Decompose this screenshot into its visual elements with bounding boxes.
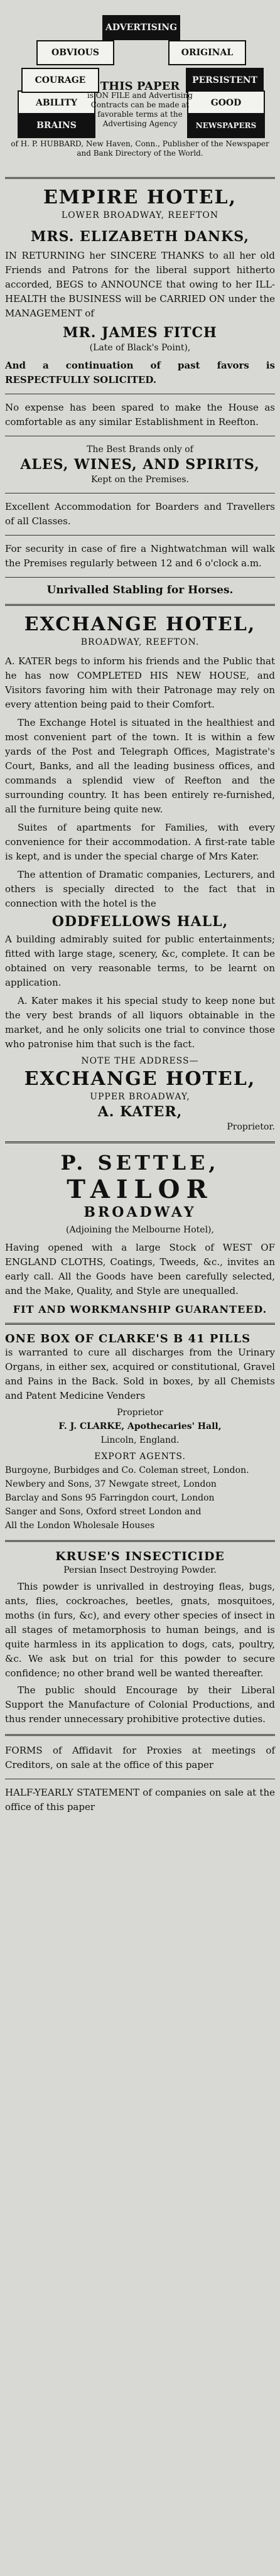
advert-center-text: is ON FILE and Advertising Contracts can be made at favorable terms at the Advertising Agency bbox=[87, 91, 193, 128]
divider bbox=[5, 1323, 275, 1325]
ad-word: ABILITY bbox=[18, 90, 95, 116]
clarke-body: is warranted to cure all discharges from the Urinary Organs, in either sex, acquired or constitutional, Gravel and Pains in the Back. Sold in boxes, by all Chemists and Patent Medicine Venders bbox=[5, 1347, 275, 1401]
advert-center-title: THIS PAPER bbox=[100, 80, 180, 93]
advertisement-column bbox=[5, 0, 275, 1814]
ad-word: BRAINS bbox=[18, 113, 95, 138]
half-yearly-notice: HALF-YEARLY STATEMENT of companies on sale at the office of this paper bbox=[5, 1787, 275, 1813]
exchange-paragraph: A building admirably suited for public entertainments; fitted with large stage, scenery, &c, complete. It can be obtained on very reasonable terms, to be learnt on application. bbox=[5, 934, 275, 988]
exchange-paragraph: The attention of Dramatic companies, Lecturers, and others is specially directed to the fact that in connection with the hotel is the bbox=[5, 869, 275, 909]
exchange-hotel-advert bbox=[5, 613, 275, 1134]
ad-word: OBVIOUS bbox=[36, 40, 114, 65]
insecticide-subtitle: Persian Insect Destroying Powder. bbox=[63, 1565, 217, 1575]
exchange-title: EXCHANGE HOTEL, bbox=[24, 613, 256, 635]
clarke-proprietor-label: Proprietor bbox=[117, 1408, 163, 1418]
divider bbox=[5, 535, 275, 536]
empire-expense: No expense has been spared to make the House as comfortable as any similar Establishment in Reefton. bbox=[5, 402, 275, 428]
clarke-proprietor: F. J. CLARKE, Apothecaries' Hall, bbox=[58, 1421, 222, 1431]
empire-security: For security in case of fire a Nightwatchman will walk the Premises regularly between 12 and 6 o'clock a.m. bbox=[5, 543, 275, 569]
clarke-agent: Barclay and Sons 95 Farringdon court, London bbox=[5, 1493, 215, 1503]
clarke-agent: All the London Wholesale Houses bbox=[5, 1521, 155, 1531]
clarke-agent: Newbery and Sons, 37 Newgate street, London bbox=[5, 1479, 217, 1489]
ad-word: ADVERTISING bbox=[102, 15, 180, 40]
exchange-paragraph: A. Kater makes it his special study to keep none but the very best brands of all liquors obtainable in the market, and he only solicits one trial to convince those who patronise him that such is the fact. bbox=[5, 995, 275, 1050]
divider bbox=[5, 577, 275, 578]
exchange-note: NOTE THE ADDRESS— bbox=[81, 1056, 199, 1066]
clarke-agent: Sanger and Sons, Oxford street London and bbox=[5, 1507, 202, 1517]
empire-stabling: Unrivalled Stabling for Horses. bbox=[46, 584, 234, 596]
tailor-trade: TAILOR bbox=[67, 1175, 213, 1204]
exchange-location: BROADWAY, REEFTON. bbox=[80, 637, 200, 647]
tailor-advert bbox=[5, 1151, 275, 1315]
clarke-agents-label: EXPORT AGENTS. bbox=[94, 1452, 186, 1462]
insecticide-advert bbox=[5, 1549, 275, 1727]
clarke-pills-advert bbox=[5, 1332, 275, 1533]
empire-manager: MR. JAMES FITCH bbox=[63, 325, 217, 341]
empire-location: LOWER BROADWAY, REEFTON bbox=[61, 210, 219, 220]
ad-word: ORIGINAL bbox=[168, 40, 246, 65]
empire-notice: IN RETURNING her SINCERE THANKS to all her old Friends and Patrons for the liberal support hitherto accorded, BEGS to ANNOUNCE that owing to her ILL-HEALTH the BUSINESS will be CARRIED ON under the MANAGEMENT of bbox=[5, 250, 275, 319]
ad-word: GOOD bbox=[187, 90, 265, 116]
exchange-title-2: EXCHANGE HOTEL, bbox=[24, 1068, 256, 1090]
tailor-name: P. SETTLE, bbox=[60, 1151, 220, 1175]
tailor-body: Having opened with a large Stock of WEST OF ENGLAND CLOTHS, Coatings, Tweeds, &c., invites an early call. All the Goods have been carefully selected, and the Make, Quality, and Style are unequalled. bbox=[5, 1242, 275, 1296]
insecticide-body-2: The public should Encourage by their Liberal Support the Manufacture of Colonial Productions, and thus render unnecessary prohibitive protective duties. bbox=[5, 1684, 275, 1725]
empire-brands: ALES, WINES, AND SPIRITS, bbox=[20, 456, 260, 473]
ad-word: NEWSPAPERS bbox=[187, 113, 265, 138]
tailor-street: BROADWAY bbox=[83, 1204, 197, 1221]
divider bbox=[5, 604, 275, 606]
divider bbox=[5, 1734, 275, 1736]
exchange-paragraph: Suites of apartments for Families, with every convenience for their accommodation. A first-rate table is kept, and is under the special charge of Mrs Kater. bbox=[5, 822, 275, 862]
exchange-paragraph: A. KATER begs to inform his friends and the Public that he has now COMPLETED HIS NEW HOUSE, and Visitors favoring him with their Patronage may rely on every attention being paid to their Comfort. bbox=[5, 655, 275, 710]
empire-title: EMPIRE HOTEL, bbox=[43, 186, 237, 208]
insecticide-body: This powder is unrivalled in destroying fleas, bugs, ants, flies, cockroaches, beetles, gnats, mosquitoes, moths (in furs, &c), and every other species of insect in all stages of metamorphosis to human beings, and is quite harmless in its application to dogs, cats, poultry, &c. We ask but on trial for this powder to secure confidence; no other brand well be wanted thereafter. bbox=[5, 1581, 275, 1679]
tailor-guarantee: FIT AND WORKMANSHIP GUARANTEED. bbox=[13, 1303, 267, 1315]
clarke-agent: Burgoyne, Burbidges and Co. Coleman street, London. bbox=[5, 1465, 249, 1475]
exchange-owner: A. KATER, bbox=[97, 1104, 183, 1120]
tailor-adjoining: (Adjoining the Melbourne Hotel), bbox=[66, 1225, 214, 1235]
divider bbox=[5, 1141, 275, 1143]
divider bbox=[5, 1540, 275, 1542]
hubbard-advert bbox=[5, 0, 275, 170]
insecticide-title: KRUSE'S INSECTICIDE bbox=[55, 1549, 225, 1563]
empire-accommodation: Excellent Accommodation for Boarders and Travellers of all Classes. bbox=[5, 501, 275, 527]
advert-center bbox=[80, 82, 200, 129]
clarke-headline: ONE BOX OF CLARKE'S B 41 PILLS bbox=[5, 1332, 251, 1345]
ad-word: PERSISTENT bbox=[186, 68, 264, 93]
divider bbox=[5, 177, 275, 179]
exchange-owner-role: Proprietor. bbox=[227, 1122, 275, 1132]
empire-proprietor: MRS. ELIZABETH DANKS, bbox=[30, 229, 250, 245]
empire-brands-intro: The Best Brands only of bbox=[87, 445, 193, 455]
empire-manager-note: (Late of Black's Point), bbox=[89, 343, 191, 353]
advert-footer: of H. P. HUBBARD, New Haven, Conn., Publisher of the Newspaper and Bank Directory of the World. bbox=[11, 139, 269, 158]
oddfellows-hall: ODDFELLOWS HALL, bbox=[51, 913, 229, 930]
empire-continuation: And a continuation of past favors is RESPECTFULLY SOLICITED. bbox=[5, 360, 275, 385]
empire-kept: Kept on the Premises. bbox=[91, 475, 189, 485]
exchange-paragraph: The Exchange Hotel is situated in the healthiest and most convenient part of the town. It is within a few yards of the Post and Telegraph Offices, Magistrate's Court, Banks, and all the leading business offices, and commands a splendid view of Reefton and the surrounding country. It has been entirely re-furnished, all the furniture being quite new. bbox=[5, 717, 275, 815]
empire-hotel-advert bbox=[5, 186, 275, 596]
ad-word: COURAGE bbox=[21, 68, 99, 93]
forms-notice: FORMS of Affidavit for Proxies at meetings of Creditors, on sale at the office of this paper bbox=[5, 1745, 275, 1770]
exchange-location-2: UPPER BROADWAY, bbox=[90, 1092, 190, 1102]
clarke-place: Lincoln, England. bbox=[100, 1435, 180, 1445]
